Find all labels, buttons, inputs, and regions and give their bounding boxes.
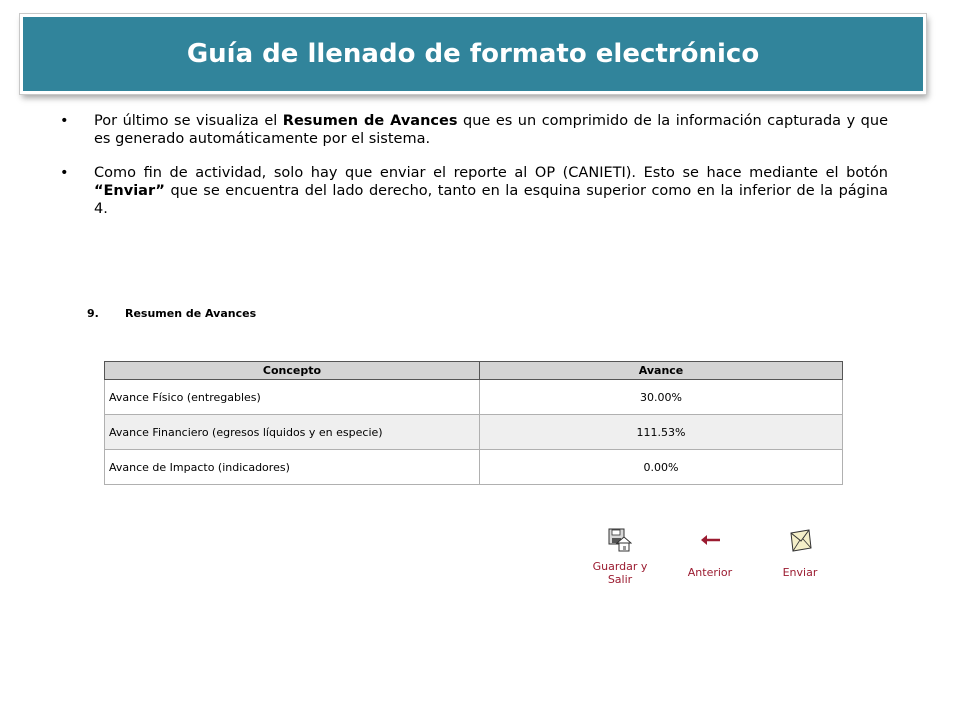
instruction-text-pre: Como fin de actividad, solo hay que enviar el reporte al OP (CANIETI). Esto se hace mediante el botón (94, 165, 888, 181)
instruction-text-bold: Resumen de Avances (282, 113, 458, 129)
save-label-line1: Guardar y (592, 560, 648, 573)
instruction-item (60, 112, 888, 148)
instruction-text-pre: Por último se visualiza el (94, 113, 283, 129)
envelope-icon (788, 528, 812, 552)
cell-avance: 0.00% (480, 450, 843, 485)
table-header-row (105, 362, 843, 380)
send-label: Enviar (782, 566, 818, 579)
instruction-item (60, 164, 888, 218)
bullet-icon: • (60, 165, 69, 181)
instruction-text-post: que es un comprimido de la información capturada y que es generado automáticamente por el sistema. (94, 113, 888, 147)
action-bar (580, 528, 840, 598)
instruction-text-bold: “Enviar” (94, 183, 165, 199)
arrow-left-icon (698, 528, 722, 552)
previous-button[interactable] (680, 528, 740, 579)
summary-table (104, 361, 843, 485)
cell-concepto: Avance Físico (entregables) (105, 380, 480, 415)
section-title: Resumen de Avances (125, 307, 257, 320)
table-row (105, 450, 843, 485)
page-title: Guía de llenado de formato electrónico (186, 39, 760, 69)
section-number: 9. (87, 307, 99, 320)
column-header-concepto: Concepto (105, 362, 480, 380)
save-label-line2: Salir (607, 573, 633, 586)
send-button[interactable] (770, 528, 830, 579)
previous-label: Anterior (687, 566, 733, 579)
save-home-icon (608, 528, 632, 552)
cell-avance: 30.00% (480, 380, 843, 415)
bullet-icon: • (60, 113, 69, 129)
instruction-list (60, 112, 888, 234)
section-heading (87, 307, 256, 320)
column-header-avance: Avance (480, 362, 843, 380)
instruction-text-post: que se encuentra del lado derecho, tanto en la esquina superior como en la inferior de la página 4. (94, 183, 888, 217)
save-and-exit-button[interactable] (588, 528, 652, 586)
title-banner (20, 14, 926, 94)
table-row (105, 415, 843, 450)
cell-avance: 111.53% (480, 415, 843, 450)
cell-concepto: Avance Financiero (egresos líquidos y en especie) (105, 415, 480, 450)
table-row (105, 380, 843, 415)
cell-concepto: Avance de Impacto (indicadores) (105, 450, 480, 485)
